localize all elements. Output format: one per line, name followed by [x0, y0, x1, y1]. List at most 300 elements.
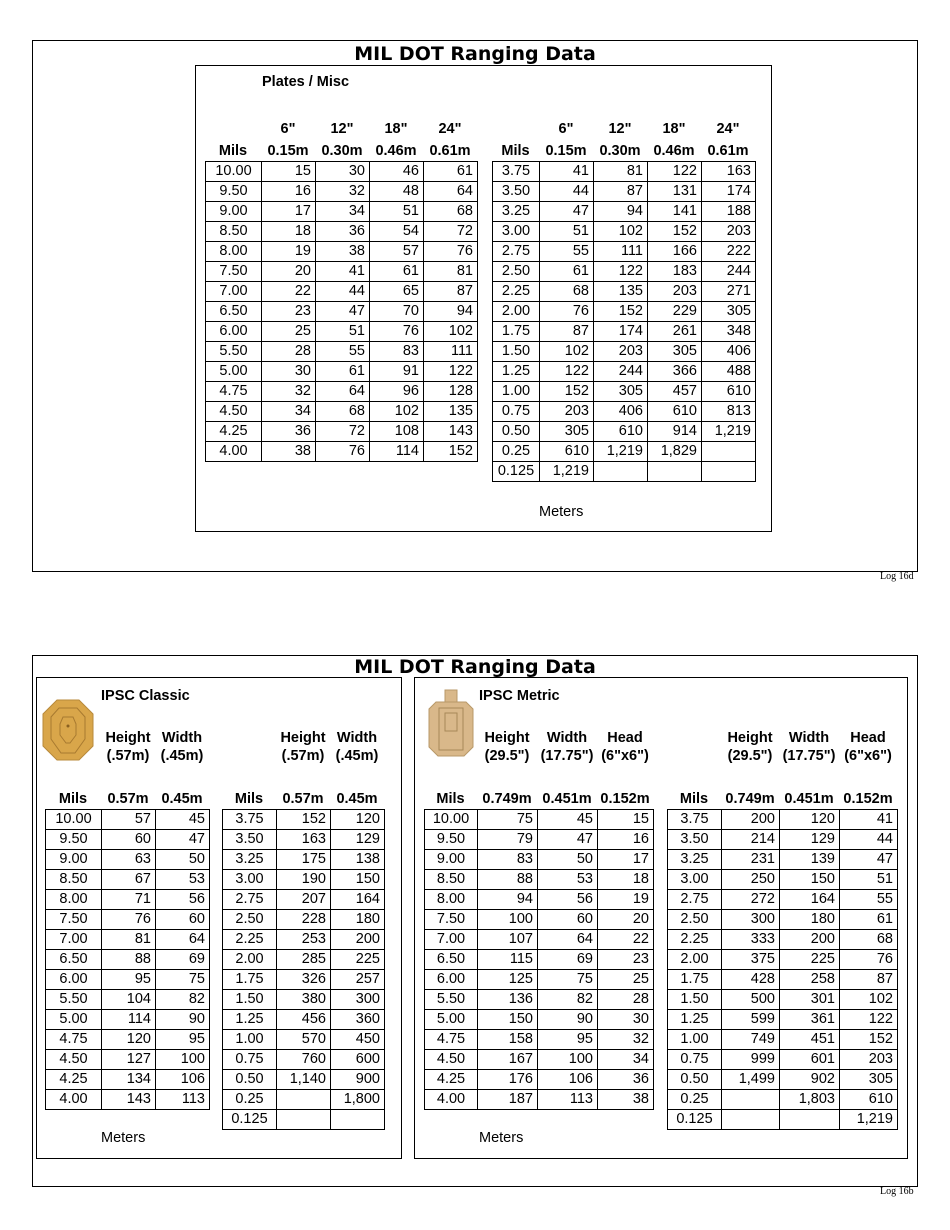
range-cell: 1,803	[780, 1090, 840, 1110]
range-cell: 305	[540, 422, 594, 442]
range-cell: 188	[702, 202, 756, 222]
range-cell: 610	[594, 422, 648, 442]
table-row	[46, 970, 210, 990]
mils-cell: 3.75	[668, 810, 722, 830]
range-cell: 143	[424, 422, 478, 442]
range-cell: 47	[540, 202, 594, 222]
mils-cell: 6.00	[206, 322, 262, 342]
col-header: 0.30m	[321, 143, 363, 159]
table-row	[223, 1010, 385, 1030]
range-cell: 45	[538, 810, 598, 830]
table-row	[493, 182, 756, 202]
range-cell: 96	[370, 382, 424, 402]
size-header: 6"	[280, 121, 296, 137]
range-cell: 19	[598, 890, 654, 910]
mils-cell: 2.00	[493, 302, 540, 322]
range-cell: 122	[540, 362, 594, 382]
range-cell: 60	[538, 910, 598, 930]
range-cell: 187	[478, 1090, 538, 1110]
ipsc-classic-subtitle: IPSC Classic	[101, 688, 190, 704]
range-cell: 152	[594, 302, 648, 322]
table-row	[668, 850, 898, 870]
mils-cell: 0.50	[668, 1070, 722, 1090]
range-cell: 200	[780, 930, 840, 950]
range-cell: 114	[370, 442, 424, 462]
range-cell: 100	[478, 910, 538, 930]
range-cell: 94	[424, 302, 478, 322]
table-row	[493, 202, 756, 222]
ipsc-metric-subtitle: IPSC Metric	[479, 688, 560, 704]
mils-cell: 3.25	[493, 202, 540, 222]
range-cell: 47	[840, 850, 898, 870]
mils-cell: 1.75	[223, 970, 277, 990]
table-row	[206, 362, 478, 382]
mils-cell: 9.00	[425, 850, 478, 870]
table-row	[668, 1010, 898, 1030]
range-cell: 457	[648, 382, 702, 402]
col-header: 0.45m	[161, 791, 203, 807]
col-header-mils: Mils	[218, 143, 248, 159]
range-cell: 456	[277, 1010, 331, 1030]
range-cell: 1,499	[722, 1070, 780, 1090]
meters-label: Meters	[101, 1130, 146, 1146]
mils-cell: 3.25	[223, 850, 277, 870]
col-header: 0.46m	[653, 143, 695, 159]
table-row	[223, 850, 385, 870]
range-cell: 70	[370, 302, 424, 322]
range-cell: 88	[102, 950, 156, 970]
table-row	[668, 810, 898, 830]
range-cell: 76	[316, 442, 370, 462]
mils-cell: 1.25	[493, 362, 540, 382]
mils-cell: 4.25	[425, 1070, 478, 1090]
range-cell: 81	[594, 162, 648, 182]
table-row	[668, 990, 898, 1010]
range-cell: 65	[370, 282, 424, 302]
range-cell	[702, 442, 756, 462]
range-cell: 69	[156, 950, 210, 970]
range-cell: 18	[262, 222, 316, 242]
size-header: 24"	[438, 121, 462, 137]
ipsc-classic-target-icon	[42, 699, 94, 761]
range-cell: 32	[262, 382, 316, 402]
size-header: 6"	[558, 121, 574, 137]
range-cell: 300	[722, 910, 780, 930]
dim-header: Width (17.75")	[540, 730, 594, 764]
range-cell: 174	[594, 322, 648, 342]
range-cell: 166	[648, 242, 702, 262]
range-cell: 30	[598, 1010, 654, 1030]
range-cell: 81	[102, 930, 156, 950]
table-row	[206, 222, 478, 242]
dim-header: Height (.57m)	[280, 730, 326, 764]
range-cell: 127	[102, 1050, 156, 1070]
mils-cell: 0.25	[668, 1090, 722, 1110]
table-row	[46, 1070, 210, 1090]
range-cell: 610	[702, 382, 756, 402]
range-cell: 44	[316, 282, 370, 302]
mils-cell: 0.75	[223, 1050, 277, 1070]
range-cell: 44	[540, 182, 594, 202]
range-cell: 87	[424, 282, 478, 302]
table-row	[493, 302, 756, 322]
range-cell: 122	[840, 1010, 898, 1030]
classic-table-left	[45, 809, 210, 1110]
mils-cell: 5.50	[206, 342, 262, 362]
range-cell: 305	[594, 382, 648, 402]
table-row	[206, 302, 478, 322]
mils-cell: 2.25	[223, 930, 277, 950]
range-cell: 1,219	[594, 442, 648, 462]
range-cell: 305	[702, 302, 756, 322]
range-cell: 225	[331, 950, 385, 970]
range-cell: 63	[102, 850, 156, 870]
col-header: 0.152m	[843, 791, 893, 807]
range-cell: 75	[156, 970, 210, 990]
range-cell: 203	[702, 222, 756, 242]
range-cell: 152	[277, 810, 331, 830]
table-row	[493, 362, 756, 382]
table-row	[493, 442, 756, 462]
mils-cell: 3.00	[668, 870, 722, 890]
range-cell: 95	[156, 1030, 210, 1050]
range-cell: 22	[262, 282, 316, 302]
mils-cell: 4.75	[425, 1030, 478, 1050]
table-row	[425, 930, 654, 950]
range-cell: 406	[702, 342, 756, 362]
range-cell: 16	[262, 182, 316, 202]
mils-cell: 4.00	[46, 1090, 102, 1110]
bottom-page-title: MIL DOT Ranging Data	[354, 656, 596, 678]
range-cell: 348	[702, 322, 756, 342]
range-cell: 114	[102, 1010, 156, 1030]
range-cell: 999	[722, 1050, 780, 1070]
range-cell: 135	[424, 402, 478, 422]
range-cell: 122	[594, 262, 648, 282]
mils-cell: 4.50	[206, 402, 262, 422]
mils-cell: 3.75	[223, 810, 277, 830]
mils-cell: 3.50	[223, 830, 277, 850]
range-cell: 120	[780, 810, 840, 830]
mils-cell: 7.00	[425, 930, 478, 950]
range-cell: 600	[331, 1050, 385, 1070]
range-cell: 87	[840, 970, 898, 990]
range-cell: 1,219	[840, 1110, 898, 1130]
range-cell: 38	[316, 242, 370, 262]
table-row	[425, 1090, 654, 1110]
mils-cell: 10.00	[46, 810, 102, 830]
table-row	[425, 910, 654, 930]
table-row	[493, 322, 756, 342]
range-cell: 244	[702, 262, 756, 282]
range-cell: 47	[316, 302, 370, 322]
log-label: Log 16d	[880, 571, 914, 582]
range-cell: 44	[840, 830, 898, 850]
range-cell: 60	[102, 830, 156, 850]
range-cell: 55	[316, 342, 370, 362]
mils-cell: 0.25	[223, 1090, 277, 1110]
range-cell: 1,140	[277, 1070, 331, 1090]
col-header: 0.45m	[336, 791, 378, 807]
range-cell: 749	[722, 1030, 780, 1050]
size-header: 18"	[384, 121, 408, 137]
range-cell: 163	[702, 162, 756, 182]
table-row	[493, 262, 756, 282]
table-row	[223, 1050, 385, 1070]
range-cell: 914	[648, 422, 702, 442]
mils-cell: 2.75	[668, 890, 722, 910]
col-header: 0.15m	[267, 143, 309, 159]
range-cell: 64	[156, 930, 210, 950]
range-cell: 34	[598, 1050, 654, 1070]
range-cell: 120	[331, 810, 385, 830]
table-row	[223, 990, 385, 1010]
range-cell: 200	[331, 930, 385, 950]
range-cell: 902	[780, 1070, 840, 1090]
mils-cell: 2.25	[668, 930, 722, 950]
range-cell: 257	[331, 970, 385, 990]
range-cell: 76	[840, 950, 898, 970]
range-cell: 167	[478, 1050, 538, 1070]
table-row	[425, 850, 654, 870]
range-cell: 143	[102, 1090, 156, 1110]
range-cell: 68	[540, 282, 594, 302]
table-row	[206, 422, 478, 442]
dim-header: Width (.45m)	[335, 730, 379, 764]
range-cell: 94	[594, 202, 648, 222]
range-cell: 19	[262, 242, 316, 262]
range-cell: 375	[722, 950, 780, 970]
range-cell: 203	[540, 402, 594, 422]
table-row	[668, 1110, 898, 1130]
mils-cell: 3.50	[493, 182, 540, 202]
range-cell: 222	[702, 242, 756, 262]
table-row	[206, 442, 478, 462]
range-cell: 68	[424, 202, 478, 222]
range-cell: 34	[316, 202, 370, 222]
range-cell: 813	[702, 402, 756, 422]
range-cell	[702, 462, 756, 482]
mils-cell: 0.50	[493, 422, 540, 442]
mils-cell: 4.25	[206, 422, 262, 442]
table-row	[46, 950, 210, 970]
range-cell: 203	[648, 282, 702, 302]
range-cell: 113	[156, 1090, 210, 1110]
range-cell: 41	[840, 810, 898, 830]
range-cell: 53	[156, 870, 210, 890]
mils-cell: 1.75	[493, 322, 540, 342]
range-cell: 360	[331, 1010, 385, 1030]
range-cell: 900	[331, 1070, 385, 1090]
col-header: 0.57m	[107, 791, 149, 807]
range-cell: 300	[331, 990, 385, 1010]
range-cell: 36	[262, 422, 316, 442]
table-row	[223, 870, 385, 890]
mils-cell: 4.50	[46, 1050, 102, 1070]
mils-cell: 9.50	[425, 830, 478, 850]
mils-cell: 3.75	[493, 162, 540, 182]
range-cell: 64	[538, 930, 598, 950]
mils-cell: 10.00	[425, 810, 478, 830]
table-row	[668, 1070, 898, 1090]
table-row	[223, 910, 385, 930]
range-cell: 68	[316, 402, 370, 422]
range-cell	[780, 1110, 840, 1130]
range-cell: 115	[478, 950, 538, 970]
mils-cell: 4.75	[46, 1030, 102, 1050]
dim-header: Height (29.5")	[727, 730, 773, 764]
table-row	[46, 910, 210, 930]
range-cell: 164	[331, 890, 385, 910]
range-cell: 32	[598, 1030, 654, 1050]
range-cell: 138	[331, 850, 385, 870]
table-row	[223, 930, 385, 950]
range-cell: 32	[316, 182, 370, 202]
mils-cell: 8.50	[425, 870, 478, 890]
table-row	[223, 970, 385, 990]
mils-cell: 2.50	[493, 262, 540, 282]
range-cell: 406	[594, 402, 648, 422]
dim-header: Head (6"x6")	[844, 730, 892, 764]
metric-table-right	[667, 809, 898, 1130]
range-cell: 285	[277, 950, 331, 970]
range-cell: 25	[262, 322, 316, 342]
mils-cell: 7.50	[425, 910, 478, 930]
table-row	[223, 890, 385, 910]
mils-cell: 4.00	[206, 442, 262, 462]
range-cell: 88	[478, 870, 538, 890]
table-row	[46, 930, 210, 950]
range-cell: 23	[598, 950, 654, 970]
mils-cell: 5.00	[46, 1010, 102, 1030]
range-cell: 183	[648, 262, 702, 282]
table-row	[668, 930, 898, 950]
range-cell: 108	[370, 422, 424, 442]
table-row	[425, 990, 654, 1010]
mils-cell: 0.125	[668, 1110, 722, 1130]
range-cell	[722, 1090, 780, 1110]
table-row	[425, 1050, 654, 1070]
table-row	[493, 162, 756, 182]
range-cell: 141	[648, 202, 702, 222]
range-cell: 152	[648, 222, 702, 242]
range-cell: 129	[331, 830, 385, 850]
range-cell	[648, 462, 702, 482]
range-cell: 91	[370, 362, 424, 382]
table-row	[668, 1030, 898, 1050]
mils-cell: 7.50	[206, 262, 262, 282]
mils-cell: 3.00	[493, 222, 540, 242]
table-row	[668, 870, 898, 890]
mils-cell: 7.00	[46, 930, 102, 950]
range-cell: 164	[780, 890, 840, 910]
mils-cell: 9.00	[206, 202, 262, 222]
range-cell: 305	[648, 342, 702, 362]
range-cell: 100	[156, 1050, 210, 1070]
size-header: 24"	[716, 121, 740, 137]
table-row	[46, 1030, 210, 1050]
col-header: 0.749m	[725, 791, 775, 807]
range-cell: 122	[424, 362, 478, 382]
table-row	[668, 830, 898, 850]
table-row	[668, 890, 898, 910]
range-cell: 305	[840, 1070, 898, 1090]
range-cell: 760	[277, 1050, 331, 1070]
range-cell: 207	[277, 890, 331, 910]
range-cell: 158	[478, 1030, 538, 1050]
range-cell: 38	[598, 1090, 654, 1110]
mils-cell: 3.00	[223, 870, 277, 890]
mils-cell: 8.00	[425, 890, 478, 910]
range-cell: 150	[478, 1010, 538, 1030]
meters-label: Meters	[479, 1130, 524, 1146]
range-cell: 214	[722, 830, 780, 850]
range-cell: 61	[840, 910, 898, 930]
range-cell: 229	[648, 302, 702, 322]
range-cell: 135	[594, 282, 648, 302]
range-cell: 129	[780, 830, 840, 850]
metric-table-left	[424, 809, 654, 1110]
mils-cell: 1.25	[223, 1010, 277, 1030]
range-cell: 301	[780, 990, 840, 1010]
table-row	[223, 950, 385, 970]
range-cell: 451	[780, 1030, 840, 1050]
mils-cell: 0.75	[493, 402, 540, 422]
range-cell: 20	[262, 262, 316, 282]
mils-cell: 5.00	[425, 1010, 478, 1030]
range-cell: 500	[722, 990, 780, 1010]
range-cell: 104	[102, 990, 156, 1010]
size-header: 12"	[608, 121, 632, 137]
mils-cell: 1.50	[223, 990, 277, 1010]
table-row	[493, 402, 756, 422]
range-cell: 30	[262, 362, 316, 382]
range-cell: 82	[156, 990, 210, 1010]
range-cell: 46	[370, 162, 424, 182]
range-cell: 106	[156, 1070, 210, 1090]
range-cell: 102	[424, 322, 478, 342]
range-cell: 136	[478, 990, 538, 1010]
range-cell: 333	[722, 930, 780, 950]
range-cell: 53	[538, 870, 598, 890]
range-cell: 231	[722, 850, 780, 870]
range-cell: 1,219	[540, 462, 594, 482]
mils-cell: 2.00	[223, 950, 277, 970]
mils-cell: 7.00	[206, 282, 262, 302]
range-cell: 131	[648, 182, 702, 202]
table-row	[493, 462, 756, 482]
mils-cell: 6.50	[46, 950, 102, 970]
mils-cell: 9.00	[46, 850, 102, 870]
table-row	[425, 830, 654, 850]
col-header: 0.61m	[429, 143, 471, 159]
table-row	[425, 950, 654, 970]
table-row	[206, 402, 478, 422]
table-row	[425, 970, 654, 990]
range-cell: 228	[277, 910, 331, 930]
table-row	[223, 1070, 385, 1090]
table-row	[668, 950, 898, 970]
col-header-mils: Mils	[234, 791, 264, 807]
mils-cell: 2.75	[223, 890, 277, 910]
table-row	[493, 342, 756, 362]
range-cell: 488	[702, 362, 756, 382]
table-row	[206, 342, 478, 362]
range-cell: 152	[424, 442, 478, 462]
range-cell: 102	[370, 402, 424, 422]
table-row	[223, 1110, 385, 1130]
range-cell: 174	[702, 182, 756, 202]
